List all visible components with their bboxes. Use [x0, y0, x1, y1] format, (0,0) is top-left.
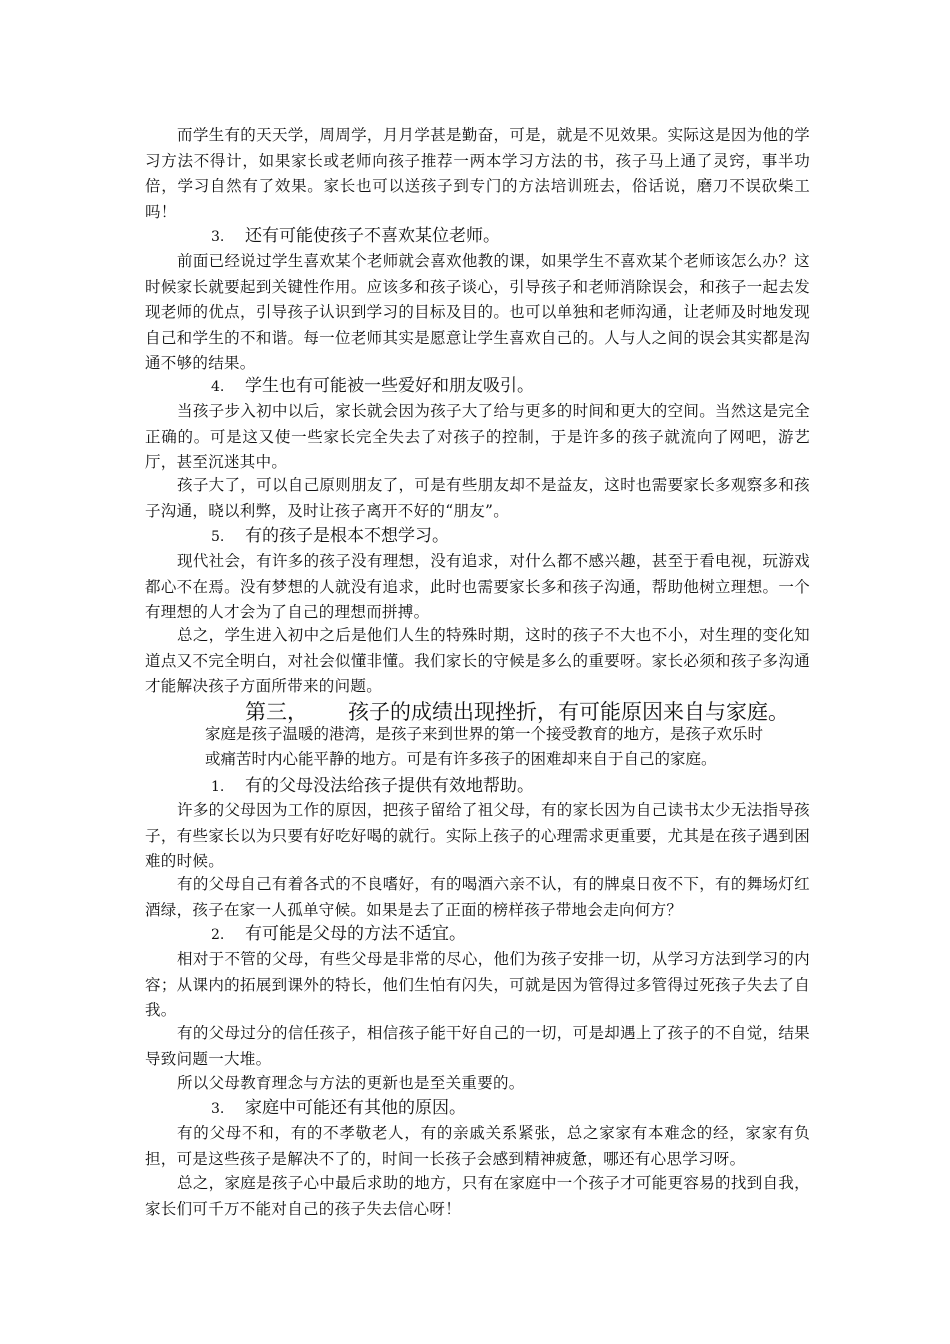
paragraph: 孩子大了，可以自己原则朋友了，可是有些朋友却不是益友，这时也需要家长多观察多和孩子沟通，晓以利弊，及时让孩子离开不好的“朋友”。	[145, 476, 810, 520]
paragraph: 总之，家庭是孩子心中最后求助的地方，只有在家庭中一个孩子才可能更容易的找到自我，家长们可千万不能对自己的孩子失去信心呀！	[145, 1174, 810, 1218]
subheading-number: 4.	[211, 379, 225, 395]
subheading	[211, 374, 534, 399]
section-title: 孩子的成绩出现挫折，有可能原因来自与家庭。	[348, 700, 789, 724]
paragraph: 当孩子步入初中以后，家长就会因为孩子大了给与更多的时间和更大的空间。当然这是完全正确的。可是这又使一些家长完全失去了对孩子的控制，于是许多的孩子就流向了网吧，游艺厅，甚至沉迷其中。	[145, 402, 810, 471]
paragraph: 相对于不管的父母，有些父母是非常的尽心，他们为孩子安排一切，从学习方法到学习的内容；从课内的拓展到课外的特长，他们生怕有闪失，可就是因为管得过多管得过死孩子失去了自我。	[145, 950, 810, 1019]
section-intro-line: 家庭是孩子温暖的港湾，是孩子来到世界的第一个接受教育的地方，是孩子欢乐时	[205, 725, 764, 743]
subheading-number: 2.	[211, 927, 225, 943]
subheading-number: 3.	[211, 1101, 225, 1117]
subheading-number: 1.	[211, 779, 225, 795]
subheading-text: 学生也有可能被一些爱好和朋友吸引。	[245, 376, 534, 396]
paragraph: 现代社会，有许多的孩子没有理想，没有追求，对什么都不感兴趣，甚至于看电视，玩游戏都心不在焉。没有梦想的人就没有追求，此时也需要家长多和孩子沟通，帮助他树立理想。一个有理想的人才会为了自己的理想而拼搏。	[145, 552, 810, 621]
paragraph: 前面已经说过学生喜欢某个老师就会喜欢他教的课，如果学生不喜欢某个老师该怎么办？这时候家长就要起到关键性作用。应该多和孩子谈心，引导孩子和老师消除误会，和孩子一起去发现老师的优点，引导孩子认识到学习的目标及目的。也可以单独和老师沟通，让老师及时地发现自己和学生的不和谐。每一位老师其实是愿意让学生喜欢自己的。人与人之间的误会其实都是沟通不够的结果。	[145, 252, 810, 372]
subheading	[211, 922, 466, 947]
subheading	[211, 224, 500, 249]
subheading-text: 有的孩子是根本不想学习。	[245, 526, 449, 546]
subheading	[211, 524, 449, 549]
subheading-text: 有的父母没法给孩子提供有效地帮助。	[245, 776, 534, 796]
subheading-number: 3.	[211, 229, 225, 245]
subheading	[211, 774, 534, 799]
subheading-number: 5.	[211, 529, 225, 545]
subheading	[211, 1096, 466, 1121]
section-intro-line: 或痛苦时内心能平静的地方。可是有许多孩子的困难却来自于自己的家庭。	[205, 750, 717, 768]
paragraph: 有的父母不和，有的不孝敬老人，有的亲戚关系紧张，总之家家有本难念的经，家家有负担，可是这些孩子是解决不了的，时间一长孩子会感到精神疲惫，哪还有心思学习呀。	[145, 1124, 810, 1168]
subheading-text: 家庭中可能还有其他的原因。	[245, 1098, 466, 1118]
paragraph: 总之，学生进入初中之后是他们人生的特殊时期，这时的孩子不大也不小，对生理的变化知道点又不完全明白，对社会似懂非懂。我们家长的守候是多么的重要呀。家长必须和孩子多沟通才能解决孩子方面所带来的问题。	[145, 626, 810, 695]
paragraph: 而学生有的天天学，周周学，月月学甚是勤奋，可是，就是不见效果。实际这是因为他的学习方法不得计，如果家长或老师向孩子推荐一两本学习方法的书，孩子马上通了灵窍，事半功倍，学习自然有了效果。家长也可以送孩子到专门的方法培训班去，俗话说，磨刀不误砍柴工吗！	[145, 126, 810, 221]
section-label: 第三，	[245, 700, 308, 724]
paragraph: 许多的父母因为工作的原因，把孩子留给了祖父母，有的家长因为自己读书太少无法指导孩子，有些家长以为只要有好吃好喝的就行。实际上孩子的心理需求更重要，尤其是在孩子遇到困难的时候。	[145, 801, 810, 870]
subheading-text: 还有可能使孩子不喜欢某位老师。	[245, 226, 500, 246]
paragraph: 有的父母自己有着各式的不良嗜好，有的喝酒六亲不认，有的牌桌日夜不下，有的舞场灯红酒绿，孩子在家一人孤单守候。如果是去了正面的榜样孩子带地会走向何方？	[145, 875, 810, 919]
subheading-text: 有可能是父母的方法不适宜。	[245, 924, 466, 944]
paragraph: 有的父母过分的信任孩子，相信孩子能干好自己的一切，可是却遇上了孩子的不自觉，结果导致问题一大堆。	[145, 1024, 810, 1068]
paragraph: 所以父母教育理念与方法的更新也是至关重要的。	[177, 1074, 525, 1092]
